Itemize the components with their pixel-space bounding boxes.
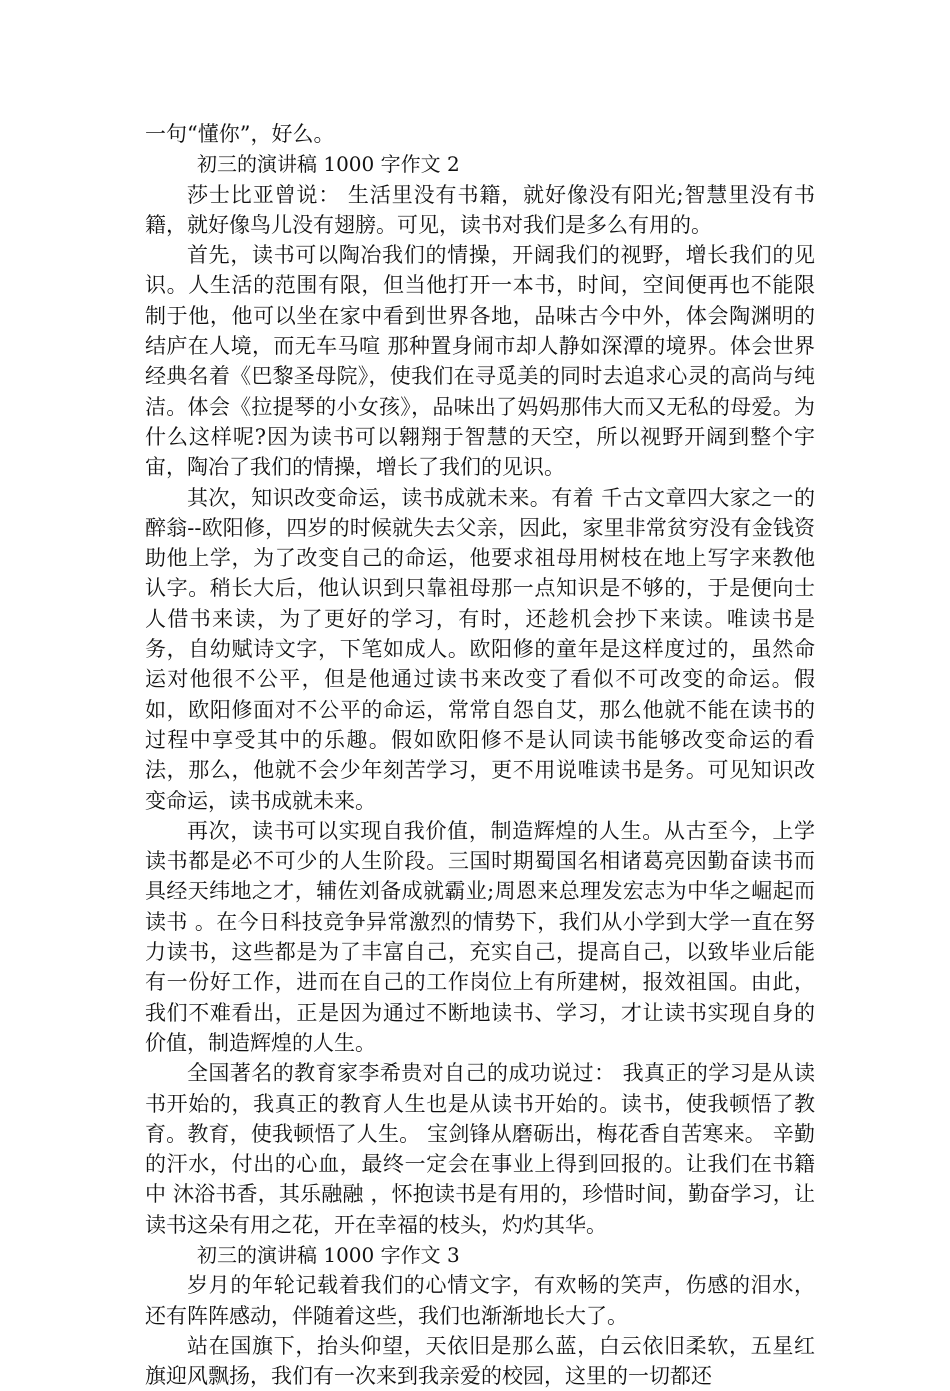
- paragraph-flag: 站在国旗下，抬头仰望，天依旧是那么蓝，白云依旧柔软，五星红旗迎风飘扬，我们有一次来到我亲爱的校园，这里的一切都还: [145, 1333, 815, 1389]
- document-page: [145, 119, 815, 1391]
- paragraph-first-point: 首先，读书可以陶冶我们的情操，开阔我们的视野，增长我们的见识。人生活的范围有限，但当他打开一本书，时间，空间便再也不能限制于他，他可以坐在家中看到世界各地，品味古今中外，体会陶渊明的 结庐在人境，而无车马喧 那种置身闹市却人静如深潭的境界。体会世界经典名着《巴黎圣母院》，使我们在寻觅美的同时去追求心灵的高尚与纯洁。体会《拉提琴的小女孩》，品味出了妈妈那伟大而又无私的母爱。为什么这样呢?因为读书可以翱翔于智慧的天空，所以视野开阔到整个宇宙，陶冶了我们的情操，增长了我们的见识。: [145, 243, 815, 480]
- essay-2-heading: 初三的演讲稿 1000 字作文 2: [197, 152, 460, 177]
- paragraph-third-point: 再次，读书可以实现自我价值，制造辉煌的人生。从古至今，上学读书都是必不可少的人生阶段。三国时期蜀国名相诸葛亮因勤奋读书而具经天纬地之才，辅佐刘备成就霸业;周恩来总理发宏志为中华之崛起而读书 。在今日科技竞争异常激烈的情势下，我们从小学到大学一直在努力读书，这些都是为了丰富自己，充实自己，提高自己，以致毕业后能有一份好工作，进而在自己的工作岗位上有所建树，报效祖国。由此，我们不难看出，正是因为通过不断地读书、学习，才让读书实现自身的价值，制造辉煌的人生。: [145, 818, 815, 1055]
- paragraph-closing-line: 一句“懂你”，好么。: [145, 122, 335, 146]
- paragraph-conclusion: 全国著名的教育家李希贵对自己的成功说过： 我真正的学习是从读书开始的，我真正的教育人生也是从读书开始的。读书，使我顿悟了教育。教育，使我顿悟了人生。 宝剑锋从磨砺出，梅花香自苦寒来。 辛勤的汗水，付出的心血，最终一定会在事业上得到回报的。让我们在书籍中 沐浴书香，其乐融融 ，怀抱读书是有用的，珍惜时间，勤奋学习，让读书这朵有用之花，开在幸福的枝头，灼灼其华。: [145, 1061, 815, 1237]
- paragraph-years-growth: 岁月的年轮记载着我们的心情文字，有欢畅的笑声，伤感的泪水，还有阵阵感动，伴随着这些，我们也渐渐地长大了。: [145, 1273, 815, 1328]
- paragraph-second-point: 其次，知识改变命运，读书成就未来。有着 千古文章四大家之一的醉翁--欧阳修，四岁的时候就失去父亲，因此，家里非常贫穷没有金钱资助他上学，为了改变自己的命运，他要求祖母用树枝在地上写字来教他认字。稍长大后，他认识到只靠祖母那一点知识是不够的，于是便向士人借书来读，为了更好的学习，有时，还趁机会抄下来读。唯读书是务，自幼赋诗文字，下笔如成人。欧阳修的童年是这样度过的，虽然命运对他很不公平，但是他通过读书来改变了看似不可改变的命运。假如，欧阳修面对不公平的命运，常常自怨自艾，那么他就不能在读书的过程中享受其中的乐趣。假如欧阳修不是认同读书能够改变命运的看法，那么，他就不会少年刻苦学习，更不用说唯读书是务。可见知识改变命运，读书成就未来。: [145, 485, 815, 813]
- paragraph-shakespeare-quote: 莎士比亚曾说： 生活里没有书籍，就好像没有阳光;智慧里没有书籍，就好像鸟儿没有翅膀。可见，读书对我们是多么有用的。: [145, 182, 815, 237]
- essay-3-heading: 初三的演讲稿 1000 字作文 3: [197, 1242, 460, 1267]
